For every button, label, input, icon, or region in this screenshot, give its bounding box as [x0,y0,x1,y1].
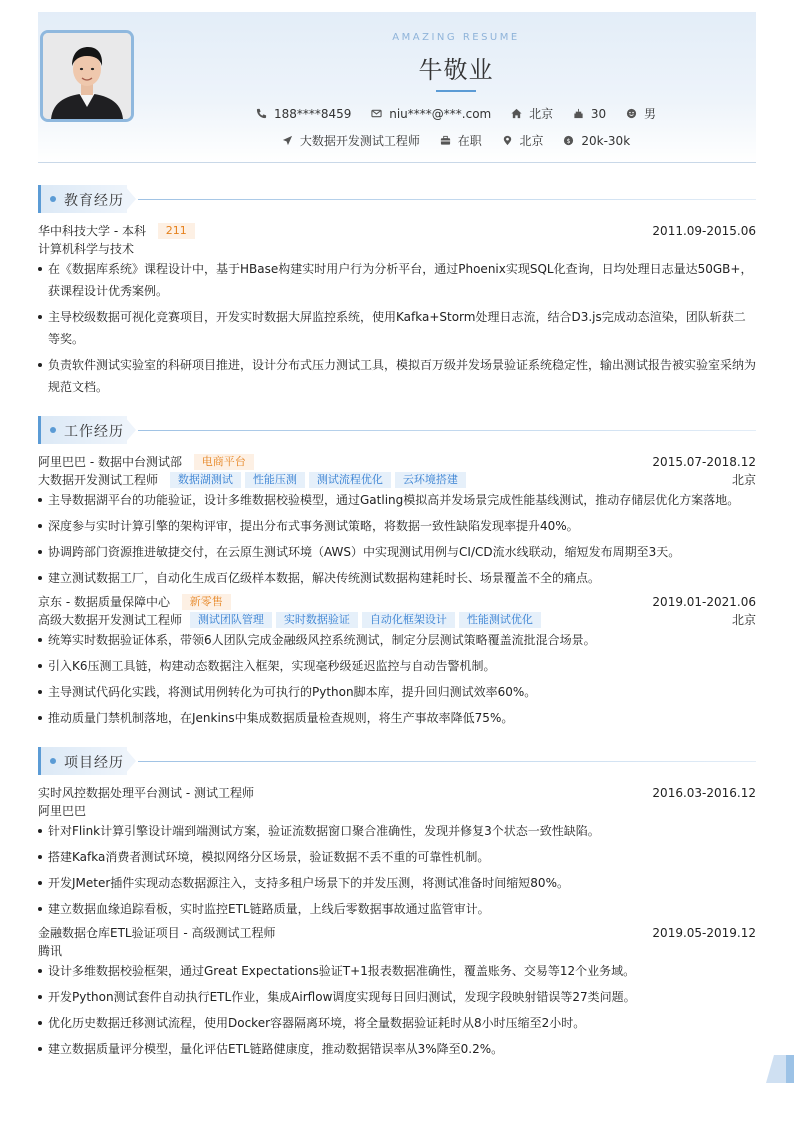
hometown-item [511,105,553,122]
list-item: 开发JMeter插件实现动态数据源注入，支持多租户场景下的并发压测，将测试准备时间缩短80%。 [48,872,756,894]
skill-tag: 实时数据验证 [276,612,358,628]
section-heading-tip [124,747,136,775]
phone-icon [256,108,267,119]
section-dot [50,758,56,764]
job-role-row [38,472,756,488]
section-heading-tip [124,416,136,444]
section-rule [138,430,756,431]
skill-tag: 性能压测 [245,472,305,488]
section-education-heading [38,185,756,215]
skill-tag: 性能测试优化 [459,612,541,628]
job-header [38,594,756,610]
skill-tag: 自动化框架设计 [362,612,455,628]
job-role: 高级大数据开发测试工程师 [38,613,183,627]
age-item [573,107,606,121]
job-role: 大数据开发测试工程师 [38,473,159,487]
school-badge: 211 [158,223,195,239]
project-period: 2016.03-2016.12 [652,786,756,800]
list-item: 建立数据血缘追踪看板，实时监控ETL链路质量，上线后零数据事故通过监管审计。 [48,898,756,920]
position-item [282,132,420,149]
project-org-row [38,943,756,959]
project-title: 实时风控数据处理平台测试 - 测试工程师 [38,786,254,800]
list-item: 搭建Kafka消费者测试环境，模拟网络分区场景，验证数据不丢不重的可靠性机制。 [48,846,756,868]
project-header [38,785,756,801]
project-header [38,925,756,941]
education-header [38,223,756,239]
corner-decoration [766,1055,794,1083]
list-item: 引入K6压测工具链，构建动态数据注入框架，实现毫秒级延迟监控与自动告警机制。 [48,655,756,677]
list-item: 推动质量门禁机制落地，在Jenkins中集成数据质量检查规则，将生产事故率降低75%。 [48,707,756,729]
email-text: niu****@***.com [389,106,492,121]
salary-item [563,134,630,148]
list-item: 协调跨部门资源推进敏捷交付，在云原生测试环境（AWS）中实现测试用例与CI/CD流水线联动，缩短发布周期至3天。 [48,541,756,563]
project-org: 阿里巴巴 [38,804,87,818]
list-item: 深度参与实时计算引擎的架构评审，提出分布式事务测试策略，将数据一致性缺陷发现率提升40%。 [48,515,756,537]
money-icon [563,135,574,146]
name-underline [436,90,476,92]
send-icon [282,135,293,146]
mail-icon [371,108,382,119]
list-item: 针对Flink计算引擎设计端到端测试方案，验证流数据窗口聚合准确性，发现并修复3个状态一致性缺陷。 [48,820,756,842]
email-item [371,107,491,121]
job-header [38,454,756,470]
list-item: 主导数据湖平台的功能验证，设计多维数据校验模型，通过Gatling模拟高并发场景完成性能基线测试，推动存储层优化方案落地。 [48,489,756,511]
section-title: 项目经历 [64,755,124,771]
job-city: 北京 [731,473,756,487]
list-item: 建立数据质量评分模型，量化评估ETL链路健康度，推动数据错误率从3%降至0.2%。 [48,1038,756,1060]
gender-text: 男 [644,107,657,121]
section-title: 工作经历 [64,424,124,440]
section-rule [138,761,756,762]
industry-badge: 电商平台 [194,454,254,470]
list-item: 主导校级数据可视化竞赛项目，开发实时数据大屏监控系统，使用Kafka+Storm处理日志流，结合D3.js完成动态渲染，团队斩获二等奖。 [48,306,756,350]
candidate-name: 牛敬业 [418,56,494,84]
salary-text: 20k-30k [581,133,631,148]
education-period: 2011.09-2015.06 [652,224,756,238]
list-item: 主导测试代码化实践，将测试用例转化为可执行的Python脚本库，提升回归测试效率60%。 [48,681,756,703]
phone-item [256,107,351,121]
industry-badge: 新零售 [182,594,231,610]
company-name: 京东 - 数据质量保障中心 [38,595,170,609]
project-title: 金融数据仓库ETL验证项目 - 高级测试工程师 [38,926,276,940]
skill-tag: 云环境搭建 [395,472,466,488]
section-title: 教育经历 [64,193,124,209]
section-work-heading [38,416,756,446]
list-item: 在《数据库系统》课程设计中，基于HBase构建实时用户行为分析平台，通过Phoenix实现SQL化查询，日均处理日志量达50GB+，获课程设计优秀案例。 [48,258,756,302]
list-item: 开发Python测试套件自动执行ETL作业，集成Airflow调度实现每日回归测试，发现字段映射错误等27类问题。 [48,986,756,1008]
city-text: 北京 [519,134,544,148]
position-text: 大数据开发测试工程师 [299,134,420,148]
location-icon [502,135,513,146]
list-item: 设计多维数据校验框架，通过Great Expectations验证T+1报表数据准确性，覆盖账务、交易等12个业务域。 [48,960,756,982]
hometown-text: 北京 [529,107,554,121]
status-text: 在职 [457,134,482,148]
project-period: 2019.05-2019.12 [652,926,756,940]
skill-tag: 测试流程优化 [309,472,391,488]
briefcase-icon [440,135,451,146]
project-org: 腾讯 [38,944,63,958]
section-dot [50,196,56,202]
gender-icon [626,108,637,119]
contact-row [38,105,794,122]
major-row [38,241,756,257]
job-period: 2019.01-2021.06 [652,595,756,609]
resume-header [38,12,756,163]
major: 计算机科学与技术 [38,242,135,256]
age-text: 30 [590,106,607,121]
job-period: 2015.07-2018.12 [652,455,756,469]
skill-tag: 数据湖测试 [170,472,241,488]
home-icon [511,108,522,119]
list-item: 优化历史数据迁移测试流程，使用Docker容器隔离环境，将全量数据验证耗时从8小时压缩至2小时。 [48,1012,756,1034]
section-heading-tip [124,185,136,213]
section-rule [138,199,756,200]
company-name: 阿里巴巴 - 数据中台测试部 [38,455,182,469]
phone-text: 188****8459 [273,106,352,121]
section-dot [50,427,56,433]
skill-tag: 测试团队管理 [190,612,272,628]
job-role-row [38,612,756,628]
job-city: 北京 [731,613,756,627]
list-item: 统筹实时数据验证体系，带领6人团队完成金融级风控系统测试，制定分层测试策略覆盖流批混合场景。 [48,629,756,651]
section-projects-heading [38,747,756,777]
svg-text:$: $ [566,136,571,145]
gender-item [626,105,656,122]
city-item [502,132,544,149]
school-name: 华中科技大学 - 本科 [38,224,146,238]
intent-row [38,132,794,149]
list-item: 建立测试数据工厂，自动化生成百亿级样本数据，解决传统测试数据构建耗时长、场景覆盖不全的痛点。 [48,567,756,589]
project-org-row [38,803,756,819]
list-item: 负责软件测试实验室的科研项目推进，设计分布式压力测试工具，模拟百万级并发场景验证系统稳定性，输出测试报告被实验室采纳为规范文档。 [48,354,756,398]
brand-subtitle: AMAZING RESUME [392,32,520,43]
status-item [440,132,482,149]
cake-icon [573,108,584,119]
